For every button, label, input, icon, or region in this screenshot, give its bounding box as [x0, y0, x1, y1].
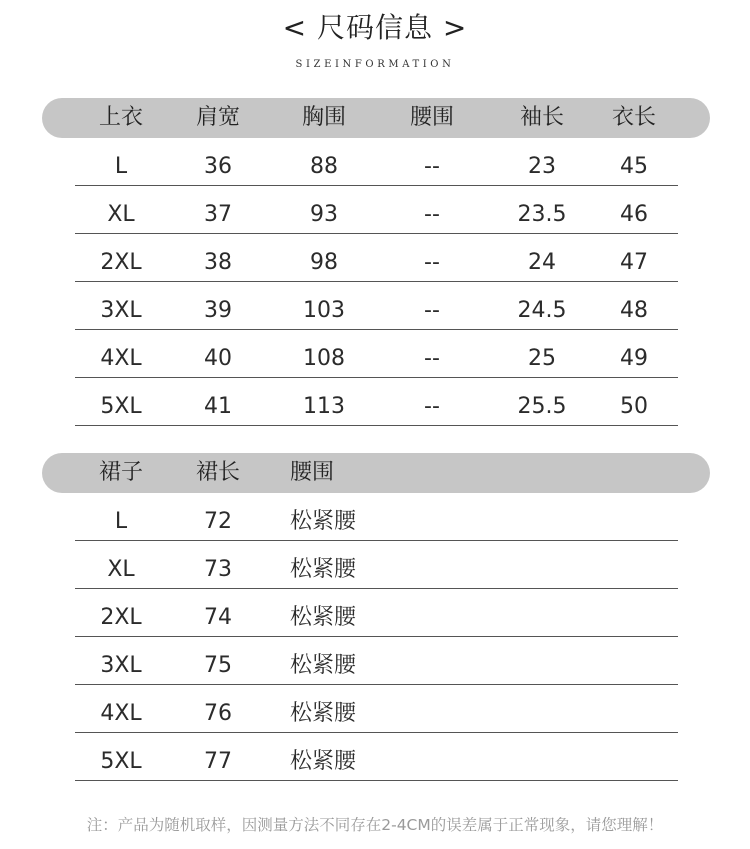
table-cell: 41: [204, 394, 232, 419]
table-cell: 25: [528, 346, 556, 371]
table-cell: 24: [528, 250, 556, 275]
row-divider: [75, 540, 678, 541]
table-cell: 75: [204, 653, 232, 678]
row-divider: [75, 588, 678, 589]
table-cell: 72: [204, 509, 232, 534]
measurement-note: 注：产品为随机取样，因测量方法不同存在2-4CM的误差属于正常现象，请您理解！: [86, 816, 664, 834]
table-cell: 39: [204, 298, 232, 323]
header-cell: 袖长: [519, 105, 564, 130]
size-label-cell: L: [114, 154, 128, 179]
header-cell: 腰围: [409, 105, 454, 130]
size-label-cell: L: [114, 509, 128, 534]
table-cell: --: [424, 202, 440, 227]
table-cell: 23.5: [517, 202, 567, 227]
size-label-cell: 3XL: [100, 653, 142, 678]
table-cell: 松紧腰: [290, 557, 357, 582]
header-cell: 上衣: [98, 105, 143, 130]
table-cell: 37: [204, 202, 232, 227]
row-divider: [75, 425, 678, 426]
size-label-cell: 4XL: [100, 346, 142, 371]
row-divider: [75, 377, 678, 378]
size-label-cell: 5XL: [100, 394, 142, 419]
header-cell: 衣长: [611, 105, 656, 130]
page-subtitle: SIZEINFORMATION: [295, 59, 455, 70]
row-divider: [75, 684, 678, 685]
row-divider: [75, 732, 678, 733]
header-cell: 胸围: [301, 105, 346, 130]
table-cell: 36: [204, 154, 232, 179]
table-cell: 松紧腰: [290, 605, 357, 630]
table-cell: --: [424, 298, 440, 323]
table-cell: 103: [303, 298, 345, 323]
table-cell: 松紧腰: [290, 701, 357, 726]
size-label-cell: 3XL: [100, 298, 142, 323]
table-cell: 松紧腰: [290, 749, 357, 774]
table-cell: 23: [528, 154, 556, 179]
row-divider: [75, 780, 678, 781]
table-cell: 74: [204, 605, 232, 630]
row-divider: [75, 636, 678, 637]
table-cell: 47: [620, 250, 648, 275]
table-cell: --: [424, 346, 440, 371]
table-cell: 45: [620, 154, 648, 179]
row-divider: [75, 329, 678, 330]
table-cell: 38: [204, 250, 232, 275]
table-cell: 76: [204, 701, 232, 726]
size-label-cell: 2XL: [100, 250, 142, 275]
size-label-cell: XL: [107, 557, 135, 582]
table-cell: 48: [620, 298, 648, 323]
size-label-cell: 2XL: [100, 605, 142, 630]
table-cell: 25.5: [517, 394, 567, 419]
table-cell: 40: [204, 346, 232, 371]
table-cell: 98: [310, 250, 338, 275]
table-cell: 松紧腰: [290, 509, 357, 534]
table-cell: 50: [620, 394, 648, 419]
table-cell: 93: [310, 202, 338, 227]
table-cell: 49: [620, 346, 648, 371]
table-cell: --: [424, 394, 440, 419]
table-cell: --: [424, 250, 440, 275]
table-cell: 108: [303, 346, 345, 371]
table-cell: --: [424, 154, 440, 179]
size-label-cell: 4XL: [100, 701, 142, 726]
size-label-cell: XL: [107, 202, 135, 227]
table-cell: 88: [310, 154, 338, 179]
table-cell: 73: [204, 557, 232, 582]
table-cell: 77: [204, 749, 232, 774]
page-title: < 尺码信息 >: [282, 11, 468, 44]
table-cell: 24.5: [517, 298, 567, 323]
table-cell: 113: [303, 394, 345, 419]
row-divider: [75, 233, 678, 234]
header-cell: 裙子: [98, 460, 143, 485]
header-cell: 肩宽: [195, 105, 240, 130]
row-divider: [75, 185, 678, 186]
table-cell: 松紧腰: [290, 653, 357, 678]
table-cell: 46: [620, 202, 648, 227]
row-divider: [75, 281, 678, 282]
header-cell: 裙长: [195, 460, 240, 485]
header-cell: 腰围: [290, 460, 335, 485]
size-label-cell: 5XL: [100, 749, 142, 774]
